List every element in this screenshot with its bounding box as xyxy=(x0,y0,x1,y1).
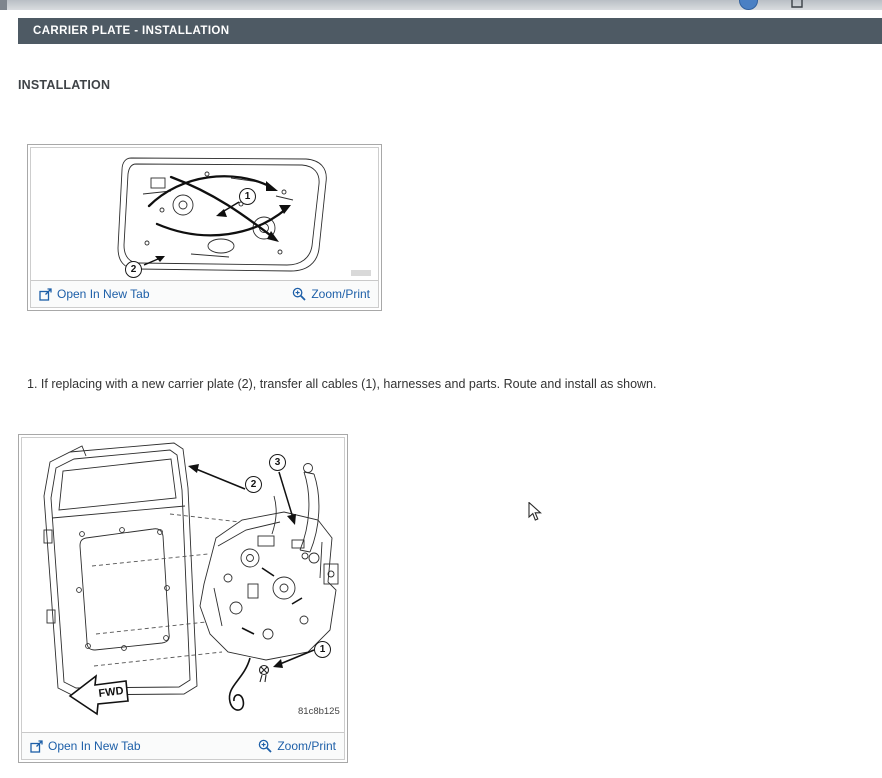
open-in-new-tab-label: Open In New Tab xyxy=(48,739,141,753)
figure-toolbar xyxy=(31,280,378,307)
profile-avatar-icon[interactable] xyxy=(739,0,758,10)
callout-2 xyxy=(245,476,262,493)
open-in-new-tab-link[interactable] xyxy=(30,739,141,753)
door-carrier-plate-illustration xyxy=(22,438,344,732)
zoom-print-link[interactable] xyxy=(292,287,370,301)
zoom-print-label: Zoom/Print xyxy=(311,287,370,301)
callout-2-label: 2 xyxy=(130,264,137,275)
figure-1-image[interactable] xyxy=(31,148,378,280)
browser-topbar xyxy=(0,0,882,10)
figure-2-frame xyxy=(21,437,345,760)
callout-1-label: 1 xyxy=(319,644,326,655)
figure-1 xyxy=(27,144,382,311)
door-panel-illustration xyxy=(31,148,378,280)
figure-toolbar xyxy=(22,732,344,759)
open-in-new-tab-label: Open In New Tab xyxy=(57,287,150,301)
zoom-magnifier-icon xyxy=(292,287,306,301)
figure-1-frame xyxy=(30,147,379,308)
page-header xyxy=(18,18,882,44)
callout-2-label: 2 xyxy=(250,479,257,490)
callout-3 xyxy=(269,454,286,471)
open-in-new-tab-link[interactable] xyxy=(39,287,150,301)
step-text: 1. If replacing with a new carrier plate (2), transfer all cables (1), harnesses and parts. Route and install as shown. xyxy=(27,377,657,391)
callout-2 xyxy=(125,261,142,278)
open-in-new-tab-icon xyxy=(39,288,52,301)
mouse-cursor-icon xyxy=(528,502,544,522)
zoom-print-label: Zoom/Print xyxy=(277,739,336,753)
figure-2-image[interactable] xyxy=(22,438,344,732)
callout-1 xyxy=(239,188,256,205)
fwd-label: FWD xyxy=(97,685,125,700)
page-title: CARRIER PLATE - INSTALLATION xyxy=(33,25,230,37)
callout-1 xyxy=(314,641,331,658)
callout-3-label: 3 xyxy=(274,457,281,468)
figure-code: 81c8b125 xyxy=(298,706,340,717)
zoom-print-link[interactable] xyxy=(258,739,336,753)
figure-2 xyxy=(18,434,348,763)
section-title: INSTALLATION xyxy=(18,78,111,92)
callout-1-label: 1 xyxy=(244,191,251,202)
topbar-edge xyxy=(0,0,7,10)
secondary-toolbar-icon[interactable] xyxy=(789,0,805,9)
zoom-magnifier-icon xyxy=(258,739,272,753)
open-in-new-tab-icon xyxy=(30,740,43,753)
